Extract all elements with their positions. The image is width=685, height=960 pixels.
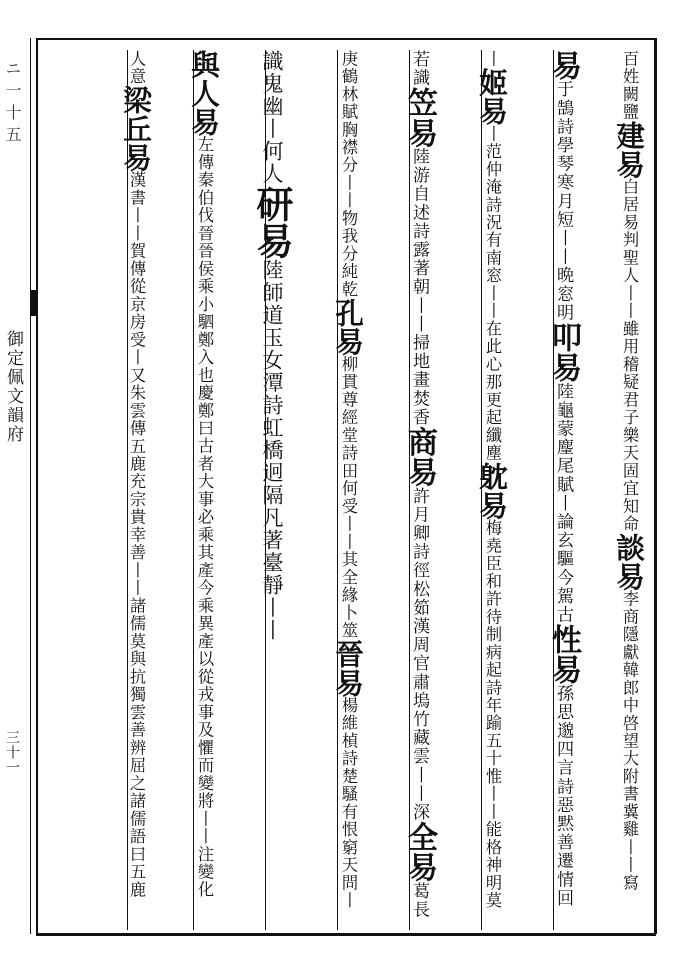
text-column	[156, 50, 221, 925]
right-border-line	[654, 38, 657, 934]
citation-text: 李商隱獻韓郎中啓望大附書冀雞丨丨寫	[620, 590, 639, 892]
text-column	[300, 50, 365, 925]
headword: 全易	[402, 821, 437, 882]
citation-text: 漢書丨丨賀傳從京房受丨又朱雲傳五鹿充宗貴幸善丨丨諸儒莫與抗獨雲善辨屈之諸儒語曰五鹿	[127, 171, 146, 899]
citation-text: 丨何人	[260, 117, 284, 185]
citation-text: 左傳秦伯伐晉晉侯乘小駟鄭入也慶鄭曰古者大事必乘其產今乘異產以從戎事及懼而變將丨丨注變化	[195, 135, 214, 899]
citation-text: 白居易判聖人丨丨雖用稽疑君子樂天固宜知命	[620, 178, 639, 534]
headword: 與人易	[187, 50, 221, 136]
citation-text: 孫思邈四言詩惡黙善遷情回	[553, 684, 573, 908]
top-border-line	[36, 38, 656, 40]
citation-text: 人意	[127, 50, 146, 86]
citation-text: 楊維楨詩楚騷有恨窮天問丨	[339, 696, 358, 910]
headword: 易	[546, 50, 581, 81]
citation-text: 丨范仲淹詩況有南窓丨丨在此心那更起纖塵	[483, 125, 502, 463]
citation-text: 若識	[409, 50, 429, 88]
citation-text: 丨	[483, 50, 502, 68]
headword: 研易	[250, 185, 294, 259]
citation-text: 葛長	[409, 881, 429, 920]
citation-text: 柳貫尊經堂詩田何受丨丨其全緣卜筮	[339, 355, 358, 640]
text-column	[88, 50, 153, 925]
citation-text: 梅堯臣和許待制病起詩年踰五十惟丨丨能格神明莫	[483, 519, 502, 910]
text-column	[228, 50, 294, 925]
headword: 晉易	[331, 639, 365, 697]
headword: 孔易	[331, 298, 365, 356]
book-title: 御定佩文韻府	[3, 330, 23, 444]
headword: 叩易	[546, 321, 581, 383]
text-column	[372, 50, 437, 925]
citation-text: 庚鶴林賦胸襟分丨丨物我分純乾	[339, 50, 358, 299]
citation-text: 百姓闕鹽	[620, 50, 639, 121]
headword: 笠易	[402, 87, 437, 148]
margin-separator-line	[30, 38, 31, 934]
headword: 談易	[612, 533, 646, 591]
headword: 姬易	[475, 67, 509, 125]
headword: 商易	[402, 426, 437, 487]
text-column	[516, 50, 581, 925]
text-column	[581, 50, 646, 925]
headword: 性易	[546, 624, 581, 685]
fishtail-mark	[30, 290, 38, 316]
citation-text: 許月卿詩徑松筎漢周官肅塢竹藏雲丨丨深	[409, 486, 429, 822]
left-border-line	[36, 38, 38, 934]
citation-text: 陸師道玉女潭詩虹橋迥隔凡著臺靜丨丨	[260, 259, 284, 642]
page-number: 三十一	[4, 730, 20, 775]
citation-text: 陸游自述詩露著朝丨丨掃地畫焚香	[409, 147, 429, 427]
bottom-border-line	[36, 933, 656, 936]
margin-top-fragment: ニ一十五	[3, 60, 22, 148]
citation-text: 于鵠詩學琴寒月短丨丨晩窓明	[553, 80, 573, 322]
headword: 梁丘易	[119, 85, 153, 172]
text-column	[444, 50, 509, 925]
headword: 建易	[612, 120, 646, 179]
headword: 躭易	[475, 462, 509, 520]
citation-text: 陸龜蒙麈尾賦丨論玄驅今駕古	[553, 382, 573, 625]
citation-text: 識鬼幽	[260, 50, 284, 118]
